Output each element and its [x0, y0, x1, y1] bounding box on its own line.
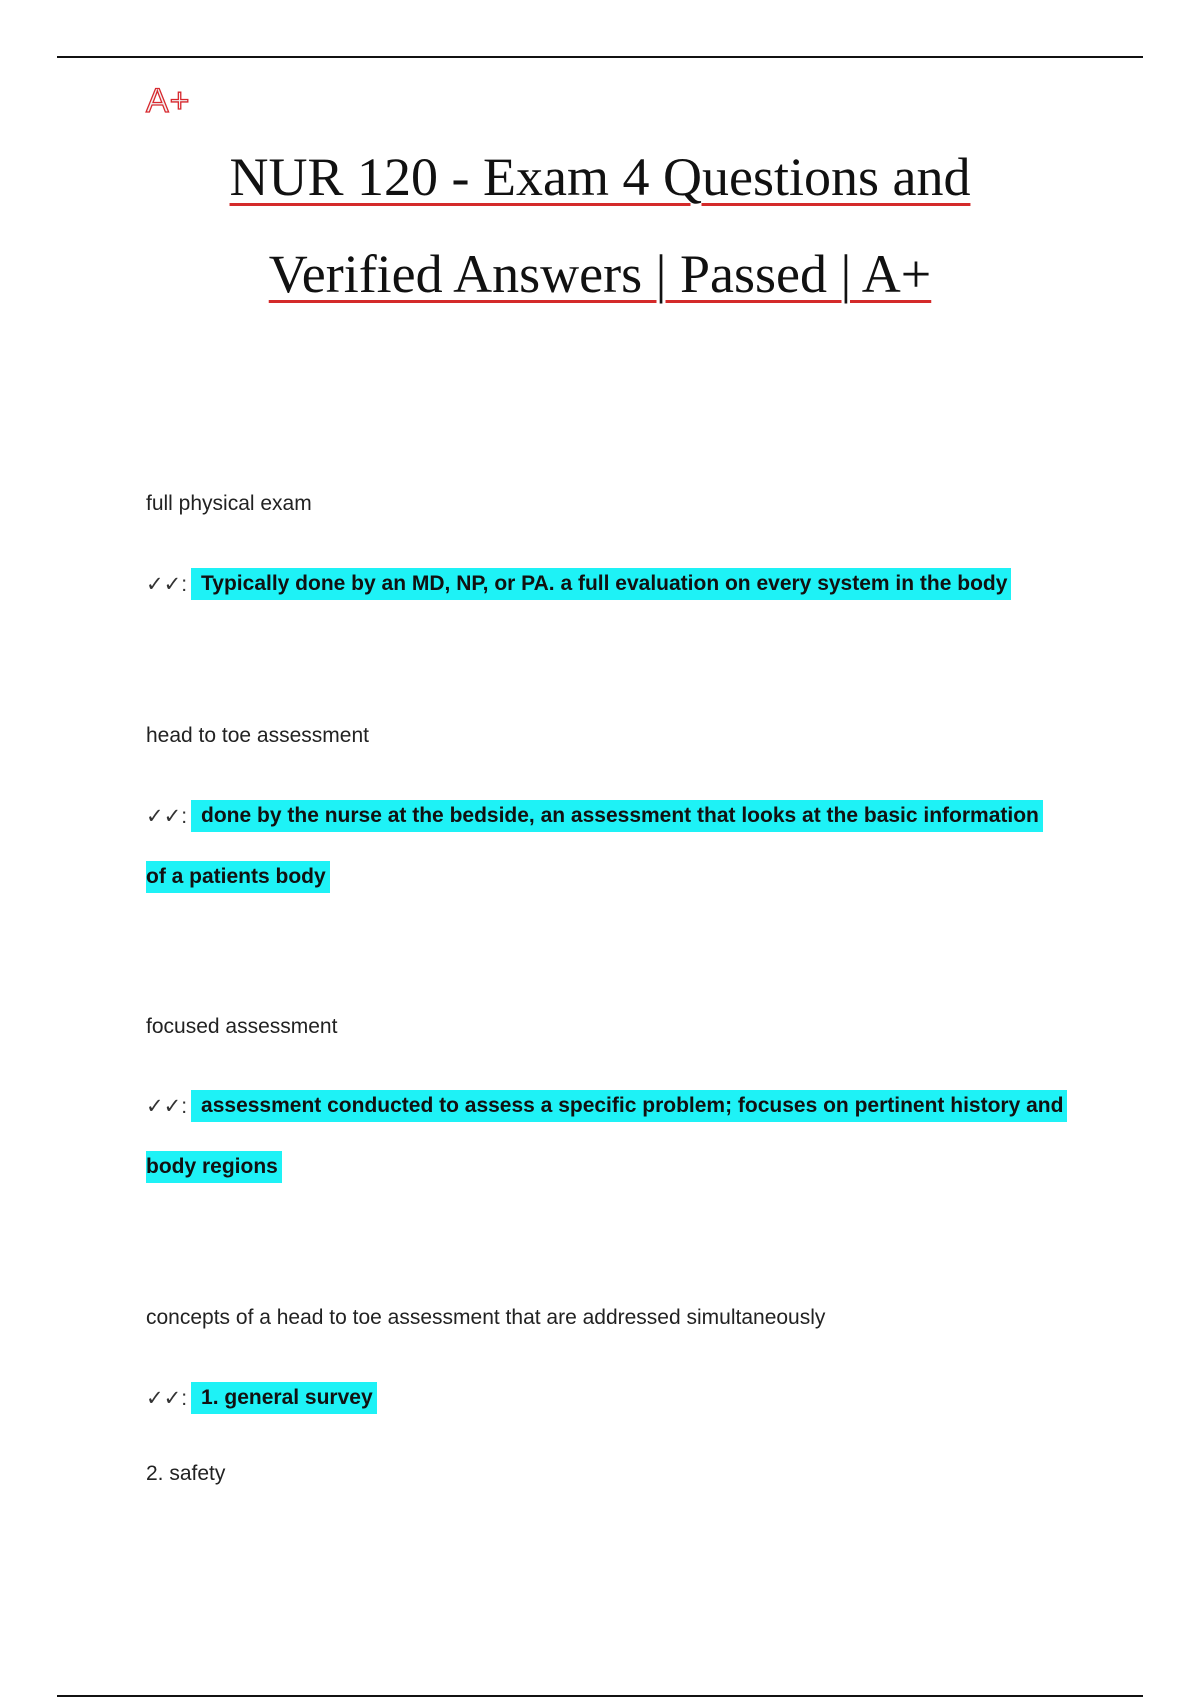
highlighted-answer: 1. general survey — [191, 1382, 377, 1414]
answer-line — [146, 800, 1043, 832]
question-text: head to toe assessment — [146, 724, 369, 747]
highlighted-answer: of a patients body — [146, 861, 330, 893]
document-title-line-2 — [0, 243, 1200, 305]
highlighted-answer: done by the nurse at the bedside, an assessment that looks at the basic information — [191, 800, 1043, 832]
document-title-line-1 — [0, 146, 1200, 208]
question-text: full physical exam — [146, 492, 312, 515]
question-text: concepts of a head to toe assessment that are addressed simultaneously — [146, 1306, 826, 1329]
answer-line — [146, 568, 1011, 600]
checkmark-icon: ✓✓: — [146, 804, 188, 828]
checkmark-icon: ✓✓: — [146, 1094, 188, 1118]
title-text: NUR 120 - Exam 4 Questions and — [229, 147, 971, 207]
highlighted-answer: body regions — [146, 1151, 282, 1183]
highlighted-answer: assessment conducted to assess a specific problem; focuses on pertinent history and — [191, 1090, 1067, 1122]
answer-line — [146, 1382, 377, 1414]
highlighted-answer: Typically done by an MD, NP, or PA. a full evaluation on every system in the body — [191, 568, 1011, 600]
answer-list-item: 2. safety — [146, 1462, 226, 1485]
grade-logo: A+ — [146, 82, 191, 120]
checkmark-icon: ✓✓: — [146, 1386, 188, 1410]
answer-line-continued — [146, 1151, 282, 1183]
title-text: Verified Answers | Passed | A+ — [268, 244, 932, 304]
top-rule — [57, 56, 1143, 58]
question-text: focused assessment — [146, 1015, 338, 1038]
bottom-rule — [57, 1695, 1143, 1697]
answer-line-continued — [146, 861, 330, 893]
answer-line — [146, 1090, 1067, 1122]
checkmark-icon: ✓✓: — [146, 572, 188, 596]
